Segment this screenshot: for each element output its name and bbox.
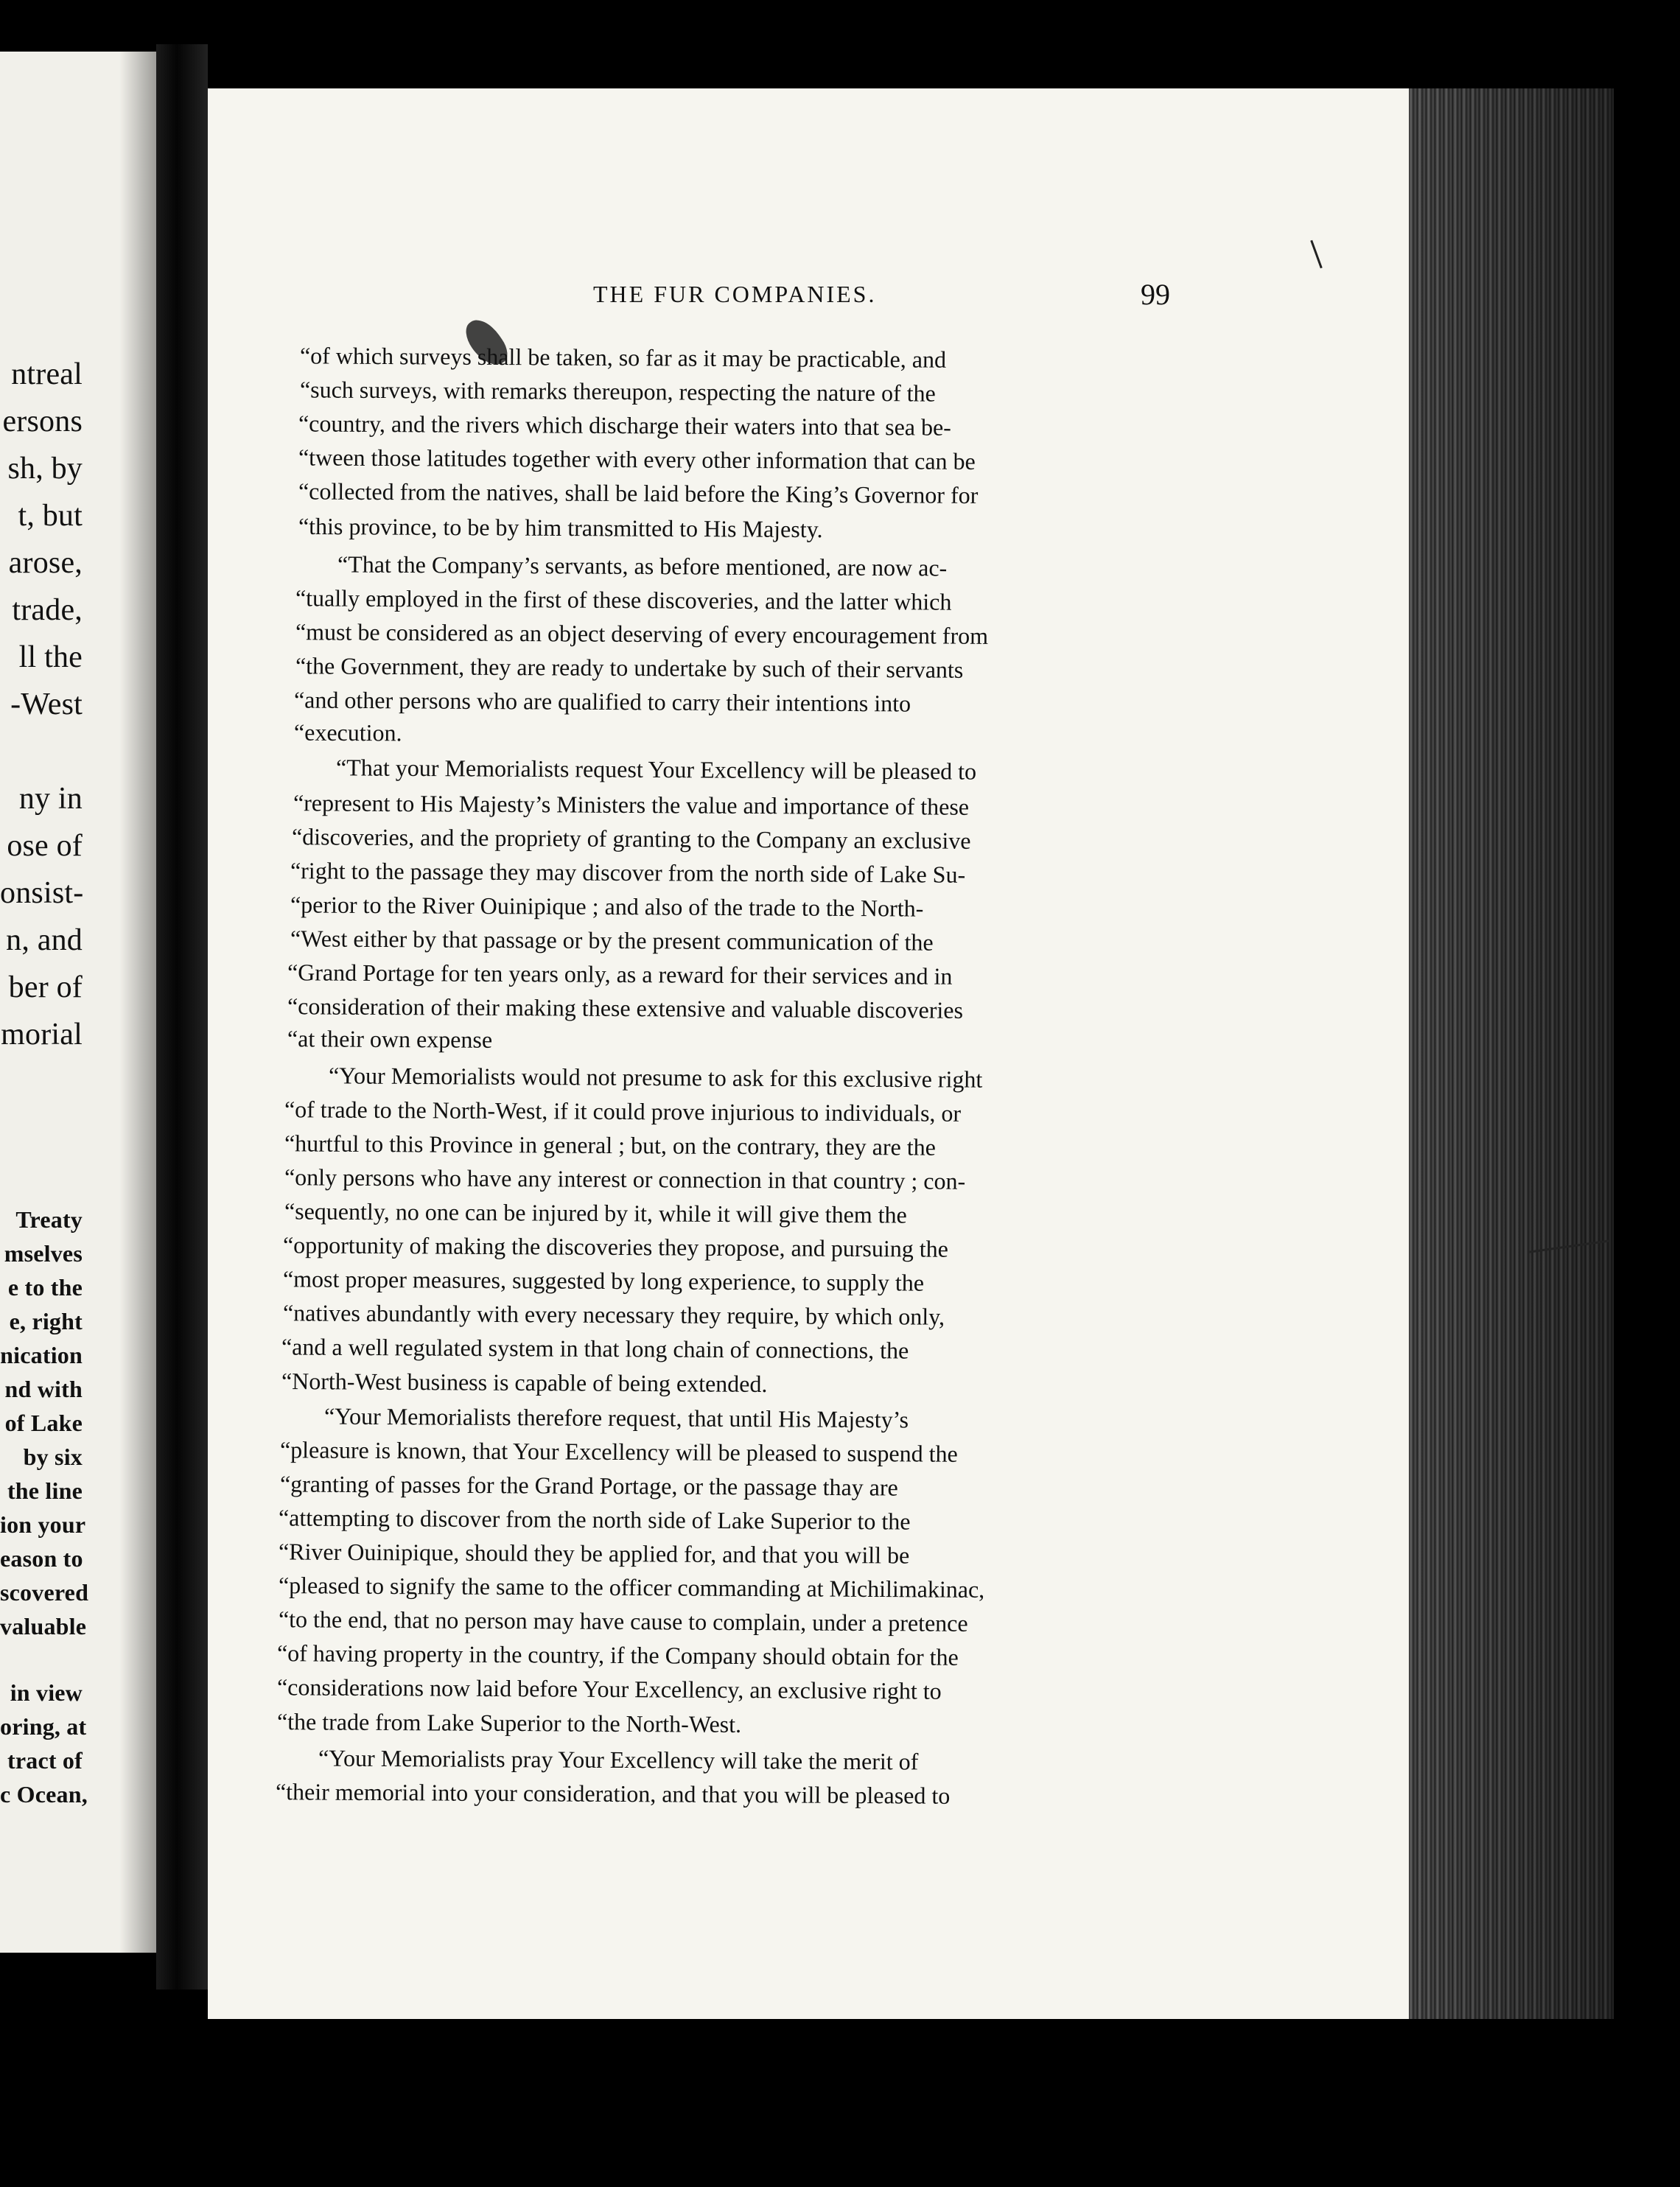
text-line: “collected from the natives, shall be laid before the King’s Governor for: [298, 477, 979, 508]
text-line: “the trade from Lake Superior to the North-West.: [276, 1708, 742, 1738]
text-line: “tually employed in the first of these discoveries, and the latter which: [295, 584, 952, 615]
text-line: “West either by that passage or by the present communication of the: [290, 925, 934, 956]
text-line: “pleasure is known, that Your Excellency will be pleased to suspend the: [279, 1436, 958, 1467]
text-line: “execution.: [293, 718, 402, 746]
book-gutter: [156, 44, 208, 1990]
left-page-line: tract of: [7, 1747, 83, 1774]
text-line: “such surveys, with remarks thereupon, respecting the nature of the: [299, 376, 936, 407]
text-line: “consideration of their making these extensive and valuable discoveries: [287, 993, 964, 1023]
left-page-line: arose,: [8, 546, 83, 580]
text-line: “attempting to discover from the north side of Lake Superior to the: [278, 1504, 911, 1535]
text-line: “natives abundantly with every necessary they require, by which only,: [282, 1299, 945, 1330]
text-line: “opportunity of making the discoveries they propose, and pursuing the: [282, 1231, 949, 1262]
left-page-line: t, but: [18, 499, 83, 533]
text-line: “pleased to signify the same to the officer commanding at Michilimakinac,: [278, 1572, 985, 1603]
left-page-line: morial: [1, 1018, 83, 1051]
text-line: “right to the passage they may discover from the north side of Lake Su-: [290, 857, 966, 888]
left-page-line: sh, by: [7, 452, 83, 486]
left-page-line: -West: [10, 687, 83, 721]
left-page-line: of Lake: [4, 1410, 83, 1436]
left-page-line: nication: [0, 1342, 83, 1368]
left-page-line: n, and: [6, 923, 83, 957]
text-line: “only persons who have any interest or connection in that country ; con-: [284, 1164, 966, 1194]
left-page-line: valuable: [0, 1613, 87, 1640]
left-page-line: trade,: [12, 593, 83, 627]
text-line: “considerations now laid before Your Excellency, an exclusive right to: [276, 1673, 942, 1704]
text-line: “of having property in the country, if the Company should obtain for the: [276, 1640, 959, 1670]
text-line: “perior to the River Ouinipique ; and also of the trade to the North-: [290, 891, 924, 922]
text-line: “of which surveys shall be taken, so far as it may be practicable, and: [299, 342, 947, 373]
left-page-line: ll the: [18, 640, 83, 674]
left-page-line: ber of: [8, 970, 83, 1004]
text-line: “represent to His Majesty’s Ministers the value and importance of these: [293, 789, 970, 820]
left-page: [0, 52, 156, 1953]
left-page-line: ny in: [18, 782, 83, 816]
left-page-line: ntreal: [11, 357, 83, 391]
text-line: “North-West business is capable of being extended.: [281, 1367, 768, 1398]
left-page-line: mselves: [4, 1240, 83, 1267]
text-line: “and other persons who are qualified to carry their intentions into: [293, 686, 911, 717]
left-page-line: c Ocean,: [0, 1781, 88, 1808]
text-line: “discoveries, and the propriety of granting to the Company an exclusive: [291, 823, 971, 854]
text-line: “Your Memorialists pray Your Excellency will take the merit of: [318, 1744, 919, 1775]
left-page-line: in view: [10, 1679, 83, 1706]
page-number: 99: [1141, 278, 1170, 311]
text-line: “Your Memorialists therefore request, that until His Majesty’s: [323, 1402, 909, 1433]
text-line: “Grand Portage for ten years only, as a reward for their services and in: [287, 959, 953, 990]
text-line: “That the Company’s servants, as before mentioned, are now ac-: [337, 550, 948, 581]
text-line: “this province, to be by him transmitted to His Majesty.: [298, 512, 823, 543]
text-line: “granting of passes for the Grand Portage, or the passage thay are: [279, 1470, 898, 1501]
page-edges: [1409, 88, 1614, 2019]
left-page-line: e to the: [7, 1274, 83, 1301]
text-line: “tween those latitudes together with every other information that can be: [298, 444, 976, 475]
text-line: “country, and the rivers which discharge their waters into that sea be-: [298, 410, 952, 441]
text-line: “hurtful to this Province in general ; but, on the contrary, they are the: [284, 1130, 936, 1161]
text-line: “sequently, no one can be injured by it, while it will give them the: [284, 1197, 907, 1228]
text-line: “most proper measures, suggested by long experience, to supply the: [282, 1265, 925, 1296]
left-page-line: ion your: [0, 1511, 86, 1538]
left-page-line: scovered: [0, 1579, 89, 1606]
text-line: “must be considered as an object deserving of every encouragement from: [295, 618, 989, 649]
left-page-line: oring, at: [0, 1713, 87, 1740]
left-page-line: ose of: [7, 829, 83, 863]
left-page-line: Treaty: [15, 1206, 83, 1233]
left-page-line: the line: [7, 1477, 83, 1504]
text-line: “River Ouinipique, should they be applied for, and that you will be: [278, 1538, 910, 1569]
left-page-line: by six: [23, 1444, 83, 1470]
text-line: “their memorial into your consideration, and that you will be pleased to: [275, 1778, 951, 1809]
left-page-line: eason to: [0, 1545, 83, 1572]
text-line: “and a well regulated system in that long chain of connections, the: [281, 1333, 909, 1364]
text-line: “at their own expense: [287, 1025, 493, 1053]
left-page-line: nd with: [4, 1376, 83, 1402]
text-line: “the Government, they are ready to undertake by such of their servants: [295, 652, 964, 683]
text-line: “to the end, that no person may have cause to complain, under a pretence: [278, 1606, 968, 1637]
text-line: “That your Memorialists request Your Excellency will be pleased to: [335, 754, 977, 785]
left-page-line: e, right: [9, 1308, 83, 1334]
left-page-line: ersons: [2, 405, 83, 438]
text-line: “Your Memorialists would not presume to ask for this exclusive right: [328, 1062, 983, 1093]
text-line: “of trade to the North-West, if it could prove injurious to individuals, or: [284, 1096, 962, 1127]
running-head: THE FUR COMPANIES.: [593, 281, 877, 307]
left-page-line: onsist-: [0, 876, 84, 910]
